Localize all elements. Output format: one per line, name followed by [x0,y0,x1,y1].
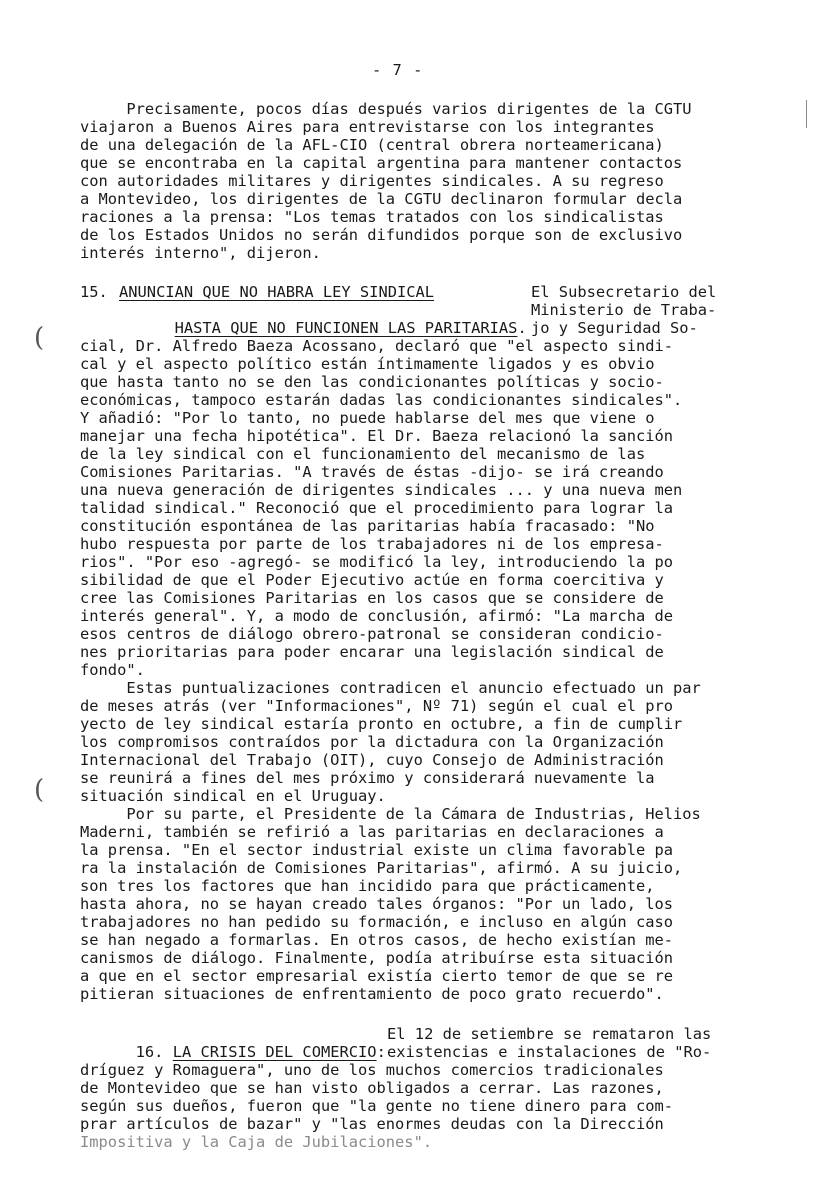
text-line: económicas, tampoco estarán dadas las condicionantes sindicales". [80,391,683,409]
text-line: cree las Comisiones Paritarias en los casos que se considere de [80,589,664,607]
text-line: de la ley sindical con el funcionamiento del mecanismo de las [80,445,646,463]
margin-parenthesis-mark: ( [34,775,45,805]
text-line: manejar una fecha hipotética". El Dr. Baeza relacionó la sanción [80,427,674,445]
text-line: Precisamente, pocos días después varios dirigentes de la CGTU [80,100,692,118]
text-line: constitución espontánea de las paritarias había fracasado: "No [80,517,655,535]
side-text-line: jo y Seguridad So- [531,319,698,337]
text-line: hasta ahora, no se hayan creado tales órganos: "Por un lado, los [80,895,674,913]
text-line: canismos de diálogo. Finalmente, podía atribuírse esta situación [80,949,674,967]
text-line: interés general". Y, a modo de conclusión, afirmó: "La marcha de [80,607,674,625]
section-number: 15. [80,283,108,301]
text-line: prar artículos de bazar" y "las enormes deudas con la Dirección [80,1115,664,1133]
text-line: esos centros de diálogo obrero-patronal se consideran condicio- [80,625,664,643]
text-line: nes prioritarias para poder encarar una legislación sindical de [80,643,664,661]
text-line: que se encontraba en la capital argentina para mantener contactos [80,154,683,172]
text-line: a que en el sector empresarial existía cierto temor de que se re [80,967,674,985]
text-line: una nueva generación de dirigentes sindicales ... y una nueva men [80,481,683,499]
text-line: dríguez y Romaguera", uno de los muchos comercios tradicionales [80,1061,664,1079]
text-line: talidad sindical." Reconoció que el procedimiento para lograr la [80,499,674,517]
text-line: Maderni, también se refirió a las paritarias en declaraciones a [80,823,664,841]
text-line: la prensa. "En el sector industrial existe un clima favorable pa [80,841,674,859]
text-line: Comisiones Paritarias. "A través de éstas -dijo- se irá creando [80,463,664,481]
text-line: según sus dueños, fueron que "la gente no tiene dinero para com- [80,1097,674,1115]
side-text-line: El Subsecretario del [531,283,717,301]
text-line: que hasta tanto no se den las condicionantes políticas y socio- [80,373,664,391]
text-line: cial, Dr. Alfredo Baeza Acossano, declaró que "el aspecto sindi- [80,337,674,355]
heading-punctuation: . [517,319,527,337]
heading-punctuation: : [376,1043,386,1061]
text-line: son tres los factores que han incidido para que prácticamente, [80,877,655,895]
margin-scan-mark [806,100,807,128]
text-line: con autoridades militares y dirigentes sindicales. A su regreso [80,172,664,190]
text-line: hubo respuesta por parte de los trabajadores ni de los empresa- [80,535,664,553]
section-heading: LA CRISIS DEL COMERCIO [172,1043,377,1061]
text-line: Internacional del Trabajo (OIT), cuyo Consejo de Administración [80,751,664,769]
text-line: de Montevideo que se han visto obligados a cerrar. Las razones, [80,1079,664,1097]
text-line: trabajadores no han pedido su formación, e incluso en algún caso [80,913,674,931]
text-line: yecto de ley sindical estaría pronto en octubre, a fin de cumplir [80,715,683,733]
text-line: Por su parte, el Presidente de la Cámara de Industrias, Helios [80,805,701,823]
section-number: 16. [135,1043,164,1061]
text-line: rios". "Por eso -agregó- se modificó la ley, introduciendo la po [80,553,674,571]
margin-parenthesis-mark: ( [34,323,45,353]
side-text-line: Ministerio de Traba- [531,301,717,319]
text-line: se han negado a formarlas. En otros casos, de hecho existían me- [80,931,674,949]
text-line: viajaron a Buenos Aires para entrevistarse con los integrantes [80,118,655,136]
text-line: de meses atrás (ver "Informaciones", Nº 71) según el cual el pro [80,697,674,715]
page-number: - 7 - [372,61,424,79]
text-line: los compromisos contraídos por la dictadura con la Organización [80,733,664,751]
text-line: interés interno", dijeron. [80,244,321,262]
text-line: Impositiva y la Caja de Jubilaciones". [80,1133,433,1151]
text-line: Y añadió: "Por lo tanto, no puede hablarse del mes que viene o [80,409,655,427]
section-heading: ANUNCIAN QUE NO HABRA LEY SINDICAL [119,283,435,301]
text-line: pitieran situaciones de enfrentamiento de poco grato recuerdo". [80,985,664,1003]
text-line: a Montevideo, los dirigentes de la CGTU declinaron formular decla [80,190,683,208]
text-line: se reunirá a fines del mes próximo y considerará nuevamente la [80,769,655,787]
text-line: raciones a la prensa: "Los temas tratados con los sindicalistas [80,208,664,226]
text-line: de los Estados Unidos no serán difundidos porque son de exclusivo [80,226,683,244]
side-text-line: El 12 de setiembre se remataron las [387,1025,712,1043]
text-line: ra la instalación de Comisiones Paritarias", afirmó. A su juicio, [80,859,683,877]
side-text-line: existencias e instalaciones de "Ro- [387,1043,712,1061]
text-line: Estas puntualizaciones contradicen el anuncio efectuado un par [80,679,701,697]
text-line: fondo". [80,661,145,679]
text-line: cal y el aspecto político están íntimamente ligados y es obvio [80,355,655,373]
text-line: situación sindical en el Uruguay. [80,787,386,805]
text-line: de una delegación de la AFL-CIO (central obrera norteamericana) [80,136,664,154]
section-heading: HASTA QUE NO FUNCIONEN LAS PARITARIAS [174,319,518,337]
text-line: sibilidad de que el Poder Ejecutivo actúe en forma coercitiva y [80,571,664,589]
